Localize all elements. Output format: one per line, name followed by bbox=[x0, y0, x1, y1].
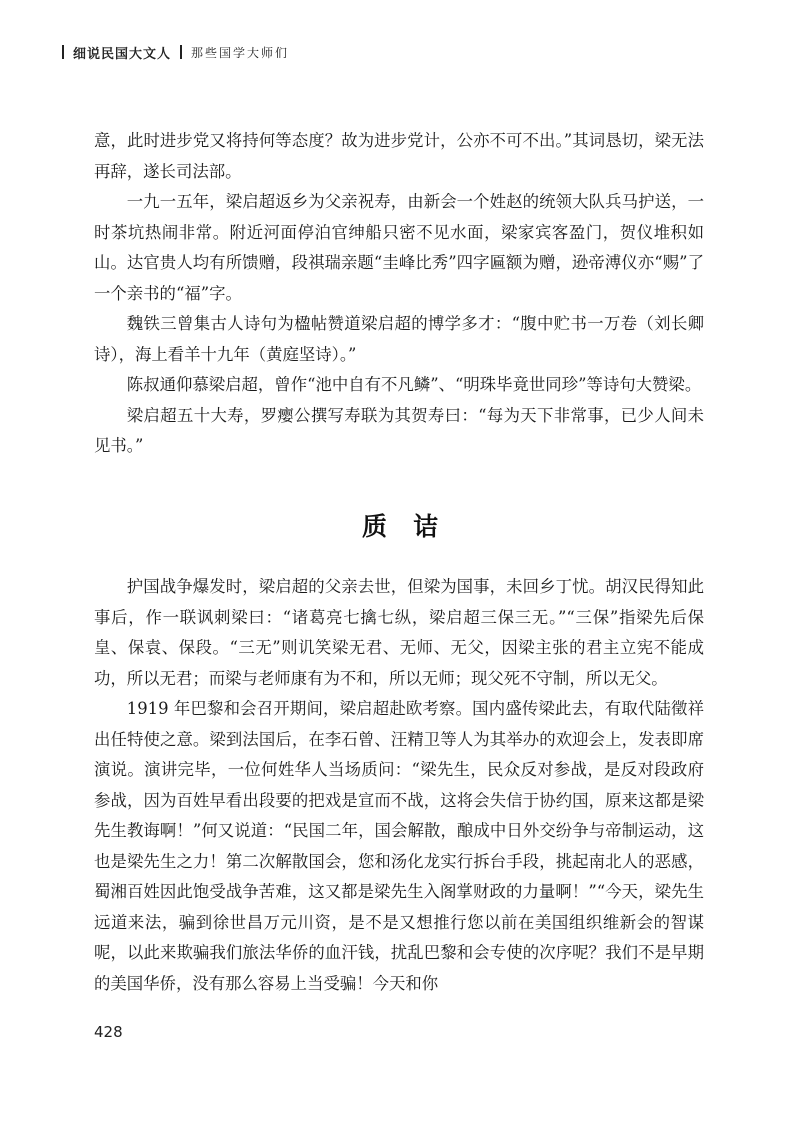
paragraph: 护国战争爆发时，梁启超的父亲去世，但梁为国事，未回乡丁忧。胡汉民得知此事后，作一联讽刺梁曰：“诸葛亮七擒七纵，梁启超三保三无。”“三保”指梁先后保皇、保袁、保段。“三无”则讥笑梁无君、无师、无父，因梁主张的君主立宪不能成功，所以无君；而梁与老师康有为不和，所以无师；现父死不守制，所以无父。 bbox=[94, 577, 704, 688]
paragraph: 陈叔通仰慕梁启超，曾作“池中自有不凡鳞”、“明珠毕竟世同珍”等诗句大赞梁。 bbox=[126, 375, 702, 394]
paragraph: 意，此时进步党又将持何等态度？故为进步党计，公亦不可不出。”其词恳切，梁无法再辞，遂长司法部。 bbox=[94, 131, 704, 181]
chapter-title: 那些国学大师们 bbox=[191, 45, 290, 60]
header-divider bbox=[180, 45, 182, 59]
paragraph: 1919 年巴黎和会召开期间，梁启超赴欧考察。国内盛传梁此去，有取代陆徵祥出任特使之意。梁到法国后，在李石曾、汪精卫等人为其举办的欢迎会上，发表即席演说。演讲完毕，一位何姓华人当场质问：“梁先生，民众反对参战，是反对段政府参战，因为百姓早看出段要的把戏是宣而不战，这将会失信于协约国，原来这都是梁先生教诲啊！”何又说道：“民国二年，国会解散，酿成中日外交纷争与帝制运动，这也是梁先生之力！第二次解散国会，您和汤化龙实行拆台手段，挑起南北人的恶感，蜀湘百姓因此饱受战争苦难，这又都是梁先生入阁掌财政的力量啊！”“今天，梁先生远道来法，骗到徐世昌万元川资，是不是又想推行您以前在美国组织维新会的智谋呢，以此来欺骗我们旅法华侨的血汗钱，扰乱巴黎和会专使的次序呢？我们不是早期的美国华侨，没有那么容易上当受骗！今天和你 bbox=[94, 699, 704, 993]
page-number: 428 bbox=[94, 1023, 123, 1041]
running-header bbox=[62, 40, 289, 64]
book-title: 细说民国大文人 bbox=[73, 46, 172, 62]
body-text-section-2 bbox=[94, 572, 704, 999]
paragraph: 一九一五年，梁启超返乡为父亲祝寿，由新会一个姓赵的统领大队兵马护送，一时茶坑热闹非常。附近河面停泊官绅船只密不见水面，梁家宾客盈门，贺仪堆积如山。达官贵人均有所馈赠，段祺瑞亲题“圭峰比秀”四字匾额为赠，逊帝溥仪亦“赐”了一个亲书的“福”字。 bbox=[94, 192, 704, 303]
body-text-section-1 bbox=[94, 126, 704, 462]
paragraph: 梁启超五十大寿，罗瘿公撰写寿联为其贺寿曰：“每为天下非常事，已少人间未见书。” bbox=[94, 405, 704, 455]
section-title: 质诘 bbox=[361, 512, 464, 541]
header-divider bbox=[62, 45, 64, 59]
paragraph: 魏铁三曾集古人诗句为楹帖赞道梁启超的博学多才：“腹中贮书一万卷（刘长卿诗），海上看羊十九年（黄庭坚诗）。” bbox=[94, 314, 704, 364]
